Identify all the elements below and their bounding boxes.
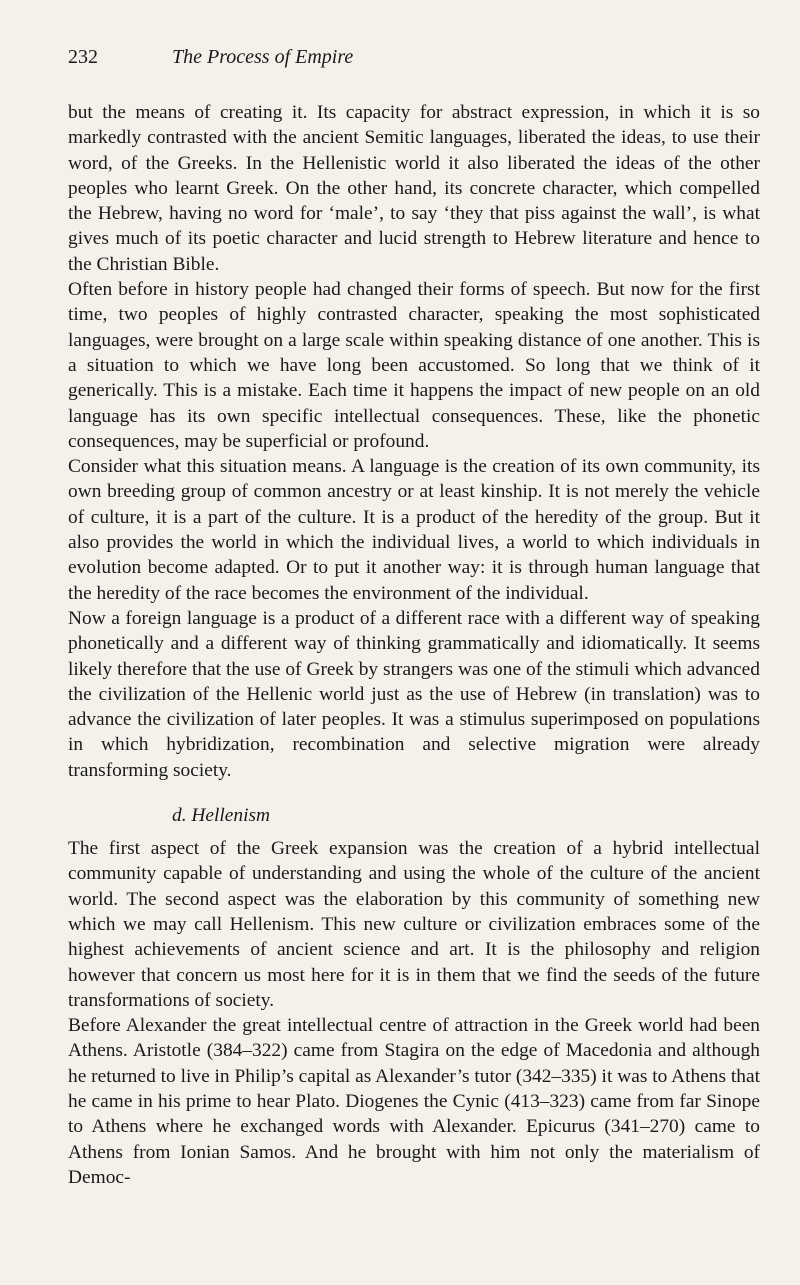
page-number: 232 xyxy=(68,46,98,68)
paragraph: Often before in history people had changed their forms of speech. But now for the first time, two peoples of highly contrasted character, speaking the most sophisticated languages, were brought on a large scale within speaking distance of one another. This is a situation to which we have long been accustomed. So long that we think of it generically. This is a mistake. Each time it happens the impact of new people on an old language has its own specific intellectual consequences. These, like the phonetic consequences, may be superficial or profound. xyxy=(68,279,760,452)
paragraph: Before Alexander the great intellectual centre of attraction in the Greek world had been Athens. Aristotle (384–322) came from Stagira on the edge of Macedonia and although he returned to live in Philip’s capital as Alexander’s tutor (342–335) it was to Athens that he came in his prime to hear Plato. Diogenes the Cynic (413–323) came from far Sinope to Athens where he exchanged words with Alexander. Epicurus (341–270) came to Athens from Ionian Samos. And he brought with him not only the materialism of Democ- xyxy=(68,1015,760,1188)
paragraph: Consider what this situation means. A language is the creation of its own community, its own breeding group of common ancestry or at least kinship. It is not merely the vehicle of culture, it is a part of the culture. It is a product of the heredity of the group. But it also provides the world in which the individual lives, a world to which individuals in evolution become adapted. Or to put it another way: it is through human language that the heredity of the race becomes the environment of the individual. xyxy=(68,456,760,604)
section-heading: d. Hellenism xyxy=(172,805,271,827)
paragraph: The first aspect of the Greek expansion was the creation of a hybrid intellectual community capable of understanding and using the whole of the culture of the ancient world. The second aspect was the elaboration by this community of something new which we may call Hellenism. This new culture or civilization embraces some of the highest achievements of ancient science and art. It is the philosophy and religion however that concern us most here for it is in them that we find the seeds of the future transformations of society. xyxy=(68,838,760,1011)
paragraph: but the means of creating it. Its capacity for abstract expression, in which it is so markedly contrasted with the ancient Semitic languages, liberated the ideas, to use their word, of the Greeks. In the Hellenistic world it also liberated the ideas of the other peoples who learnt Greek. On the other hand, its concrete character, which compelled the Hebrew, having no word for ‘male’, to say ‘they that piss against the wall’, is what gives much of its poetic character and lucid strength to Hebrew literature and hence to the Christian Bible. xyxy=(68,102,760,275)
paragraph: Now a foreign language is a product of a different race with a different way of speaking phonetically and a different way of thinking grammatically and idiomatically. It seems likely therefore that the use of Greek by strangers was one of the stimuli which advanced the civilization of the Hellenic world just as the use of Hebrew (in translation) was to advance the civilization of later peoples. It was a stimulus superimposed on populations in which hybridization, recombination and selective migration were already transforming society. xyxy=(68,607,760,781)
book-title: The Process of Empire xyxy=(172,46,354,68)
running-head xyxy=(68,46,760,76)
body-text xyxy=(68,100,760,1190)
